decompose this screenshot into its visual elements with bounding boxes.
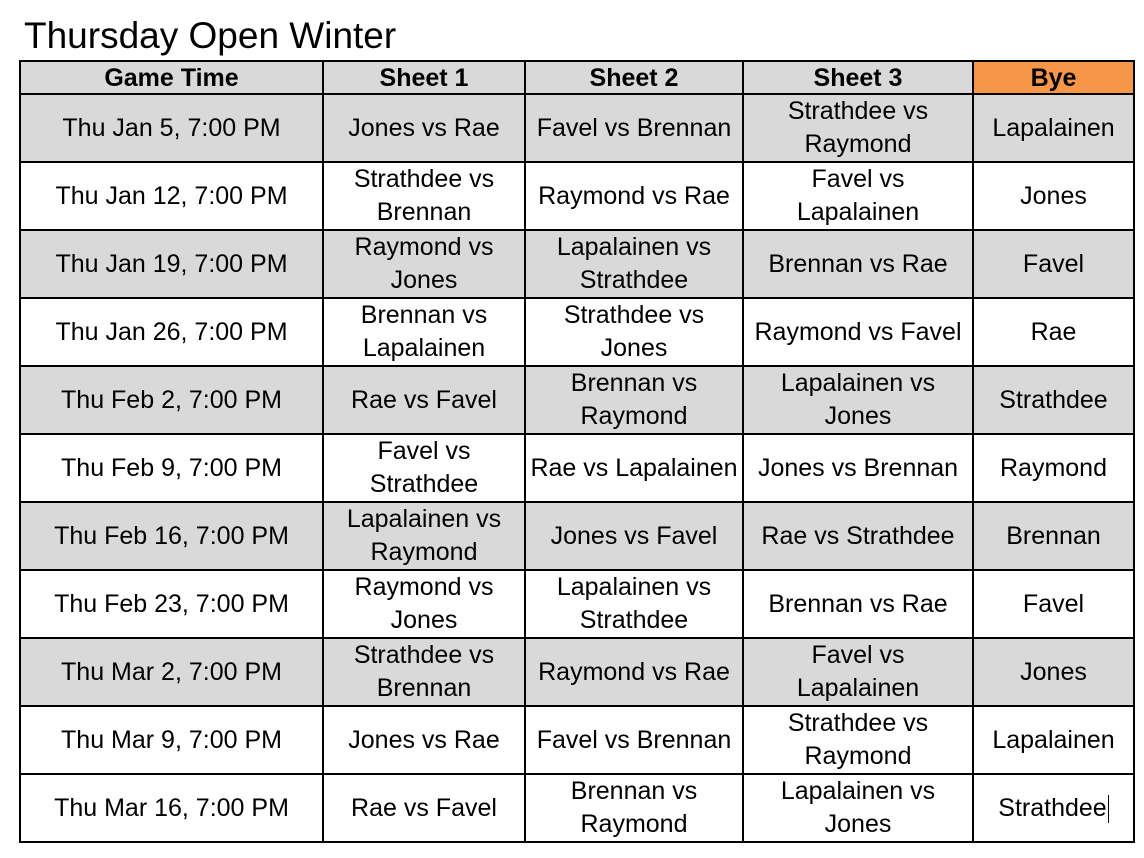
table-row [20,230,1134,298]
bye-cell-text: Strathdee [998,793,1107,822]
sheet-1-cell[interactable]: Raymond vs Jones [323,230,525,298]
sheet-1-cell[interactable]: Brennan vs Lapalainen [323,298,525,366]
table-row [20,162,1134,230]
bye-cell[interactable]: Jones [973,162,1134,230]
bye-cell[interactable]: Favel [973,230,1134,298]
game-time-cell[interactable]: Thu Mar 9, 7:00 PM [20,706,323,774]
sheet-2-cell[interactable]: Raymond vs Rae [525,638,743,706]
sheet-3-cell[interactable]: Raymond vs Favel [743,298,973,366]
schedule-table [19,60,1135,843]
sheet-1-cell[interactable]: Lapalainen vs Raymond [323,502,525,570]
sheet-1-cell[interactable]: Favel vs Strathdee [323,434,525,502]
game-time-cell[interactable]: Thu Feb 16, 7:00 PM [20,502,323,570]
text-cursor [1108,795,1109,823]
sheet-2-cell[interactable]: Rae vs Lapalainen [525,434,743,502]
sheet-3-cell[interactable]: Jones vs Brennan [743,434,973,502]
bye-cell[interactable]: Lapalainen [973,94,1134,162]
sheet-3-cell[interactable]: Favel vs Lapalainen [743,162,973,230]
header-bye[interactable]: Bye [973,61,1134,94]
sheet-2-cell[interactable]: Favel vs Brennan [525,706,743,774]
table-row [20,706,1134,774]
sheet-1-cell[interactable]: Strathdee vs Brennan [323,162,525,230]
sheet-1-cell[interactable]: Rae vs Favel [323,774,525,842]
bye-cell[interactable]: Lapalainen [973,706,1134,774]
header-sheet-1[interactable]: Sheet 1 [323,61,525,94]
sheet-1-cell[interactable]: Jones vs Rae [323,94,525,162]
bye-cell[interactable]: Rae [973,298,1134,366]
bye-cell[interactable]: Jones [973,638,1134,706]
table-row [20,94,1134,162]
game-time-cell[interactable]: Thu Feb 23, 7:00 PM [20,570,323,638]
sheet-3-cell[interactable]: Lapalainen vs Jones [743,774,973,842]
table-row [20,366,1134,434]
bye-cell[interactable]: Raymond [973,434,1134,502]
sheet-1-cell[interactable]: Jones vs Rae [323,706,525,774]
sheet-3-cell[interactable]: Brennan vs Rae [743,230,973,298]
sheet-2-cell[interactable]: Brennan vs Raymond [525,366,743,434]
table-row [20,502,1134,570]
sheet-3-cell[interactable]: Strathdee vs Raymond [743,706,973,774]
bye-cell[interactable]: Brennan [973,502,1134,570]
table-row [20,774,1134,842]
document-title: Thursday Open Winter [24,15,397,56]
sheet-2-cell[interactable]: Brennan vs Raymond [525,774,743,842]
sheet-3-cell[interactable]: Rae vs Strathdee [743,502,973,570]
sheet-3-cell[interactable]: Strathdee vs Raymond [743,94,973,162]
sheet-2-cell[interactable]: Strathdee vs Jones [525,298,743,366]
sheet-2-cell[interactable]: Favel vs Brennan [525,94,743,162]
table-row [20,298,1134,366]
game-time-cell[interactable]: Thu Jan 12, 7:00 PM [20,162,323,230]
header-game-time[interactable]: Game Time [20,61,323,94]
sheet-1-cell[interactable]: Raymond vs Jones [323,570,525,638]
bye-cell[interactable]: Favel [973,570,1134,638]
header-sheet-2[interactable]: Sheet 2 [525,61,743,94]
sheet-2-cell[interactable]: Raymond vs Rae [525,162,743,230]
sheet-1-cell[interactable]: Strathdee vs Brennan [323,638,525,706]
sheet-3-cell[interactable]: Brennan vs Rae [743,570,973,638]
sheet-2-cell[interactable]: Jones vs Favel [525,502,743,570]
header-row [20,61,1134,94]
sheet-2-cell[interactable]: Lapalainen vs Strathdee [525,570,743,638]
sheet-1-cell[interactable]: Rae vs Favel [323,366,525,434]
table-row [20,570,1134,638]
game-time-cell[interactable]: Thu Feb 2, 7:00 PM [20,366,323,434]
game-time-cell[interactable]: Thu Jan 26, 7:00 PM [20,298,323,366]
sheet-2-cell[interactable]: Lapalainen vs Strathdee [525,230,743,298]
game-time-cell[interactable]: Thu Mar 2, 7:00 PM [20,638,323,706]
bye-cell-active[interactable] [973,774,1134,842]
sheet-3-cell[interactable]: Favel vs Lapalainen [743,638,973,706]
game-time-cell[interactable]: Thu Jan 5, 7:00 PM [20,94,323,162]
game-time-cell[interactable]: Thu Feb 9, 7:00 PM [20,434,323,502]
header-sheet-3[interactable]: Sheet 3 [743,61,973,94]
game-time-cell[interactable]: Thu Mar 16, 7:00 PM [20,774,323,842]
table-row [20,434,1134,502]
game-time-cell[interactable]: Thu Jan 19, 7:00 PM [20,230,323,298]
sheet-3-cell[interactable]: Lapalainen vs Jones [743,366,973,434]
bye-cell[interactable]: Strathdee [973,366,1134,434]
table-row [20,638,1134,706]
